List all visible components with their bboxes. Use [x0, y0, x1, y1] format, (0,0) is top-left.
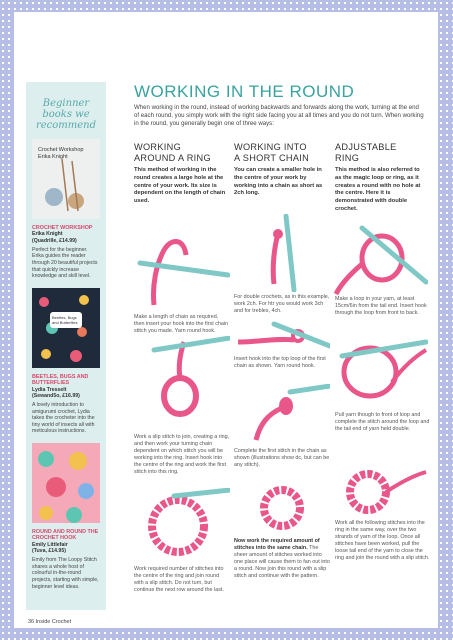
page-title: WORKING IN THE ROUND: [134, 82, 355, 101]
yarn-ball-icon: [32, 139, 100, 219]
step-caption: Make a length of chain as required, then insert your hook into the first chain stitch you made. Yarn round hook.: [134, 314, 229, 334]
book-cover-crochet-workshop: Crochet Workshop Erika Knight: [32, 139, 100, 219]
book-cover-beetles-bugs: Beetles, Bugs and Butterflies: [32, 288, 100, 368]
fanned-round-illustration: [234, 486, 330, 534]
first-stitch-illustration: [234, 384, 330, 444]
sidebar-heading: Beginner books we recommend: [35, 98, 97, 131]
column-working-into-a-short-chain: [234, 142, 326, 198]
step-caption: Insert hook into the top loop of the first chain as shown. Yarn round hook.: [234, 356, 326, 369]
closed-ring-illustration: [332, 462, 428, 516]
column-lead: This method of working in the round creates a large hole at the centre of your work. Its size is dependent on the length of chain used.: [134, 167, 226, 205]
insects-pattern-icon: [32, 288, 100, 368]
column-lead: This method is also referred to as the magic loop or ring, as it creates a round with no hole at the centre. Here it is demonstrated with double crochet.: [335, 167, 421, 212]
step-caption: Work required number of stitches into the centre of the ring and join round with a slip stitch. Do not turn, but continue the next row around the last.: [134, 566, 224, 593]
step-caption: For double crochets, as in this example, work 2ch. For htr you would work 3ch and for trebles, 4ch.: [234, 294, 330, 314]
magazine-name: Inside Crochet: [35, 619, 72, 625]
page-number: 36: [28, 619, 35, 625]
column-working-around-a-ring: [134, 142, 226, 206]
mandala-pattern-icon: [32, 443, 100, 523]
column-heading: ADJUSTABLE RING: [335, 142, 397, 163]
page-footer: [28, 619, 71, 625]
column-lead: You can create a smaller hole in the centre of your work by working into a chain as short as 2ch long.: [234, 167, 323, 197]
column-heading: WORKING INTO A SHORT CHAIN: [234, 142, 310, 163]
insert-hook-illustration: [234, 318, 330, 354]
column-adjustable-ring: [335, 142, 427, 214]
step-caption: Make a loop in your yarn, at least 15cm/6in from the tail end. Insert hook through the loop from front to back.: [335, 296, 427, 316]
column-heading: WORKING AROUND A RING: [134, 142, 211, 163]
finished-ring-illustration: [134, 488, 230, 564]
step-caption: Work a slip stitch to join, creating a ring, and then work your turning chain dependent on which stitch you will be working into the ring. Insert hook into the centre of the ring and work the first stitch into this ring.: [134, 434, 230, 475]
book-recommendations-sidebar: [26, 82, 106, 610]
book-cover-round-and-round: [32, 443, 100, 523]
step-caption: Complete the first stitch in the chain as shown (illustrations show dc, but can be any stitch).: [234, 448, 330, 468]
step-caption: Now work the required amount of stitches into the same chain. The sheer amount of stitches worked into one place will cause them to fan out into a round. Now join this round with a slip stitch and continue with the pattern.: [234, 538, 330, 579]
yarn-loop-illustration: [332, 224, 428, 296]
book-entry: ROUND AND ROUND THE CROCHET HOOK Emily Littlefair (Tuva, £14.95) Emily from The Loopy Stitch shares a whole host of colourful in-the-round projects, starting with simple, beginner level ideas.: [32, 528, 99, 590]
book-entry: CROCHET WORKSHOP Erika Knight (Quadrille, £14.99) Perfect for the beginner. Erika guides the reader through 20 beautiful projects that quickly increase knowledge and skill level.: [32, 225, 98, 280]
intro-text: When working in the round, instead of working backwards and forwards along the work, turning at the end of each round, you simply work with the right side facing you at all times and you do not turn. When working in the round, you generally begin one of three ways:: [134, 104, 424, 128]
joined-ring-illustration: [134, 336, 230, 422]
short-chain-illustration: [234, 214, 330, 292]
stitch-around-loop-illustration: [332, 326, 428, 408]
step-caption: Work all the following stitches into the ring in the same way, over the two strands of yarn of the loop. Once all stitches have been worked, pull the loose tail end of the yarn to close the ring and join the round with a slip stitch.: [335, 520, 430, 561]
step-caption: Pull yarn though to front of loop and complete the stitch around the loop and the tail end of yarn held double.: [335, 412, 430, 432]
book-entry: BEETLES, BUGS AND BUTTERFLIES Lydia Tresselt (Sewand5o, £16.99) A lovely introduction to amigurumi crochet, Lydia takes the crocheter into the tiny world of insects all with meticulous instructions.: [32, 373, 95, 435]
chain-ring-illustration: [134, 225, 230, 313]
